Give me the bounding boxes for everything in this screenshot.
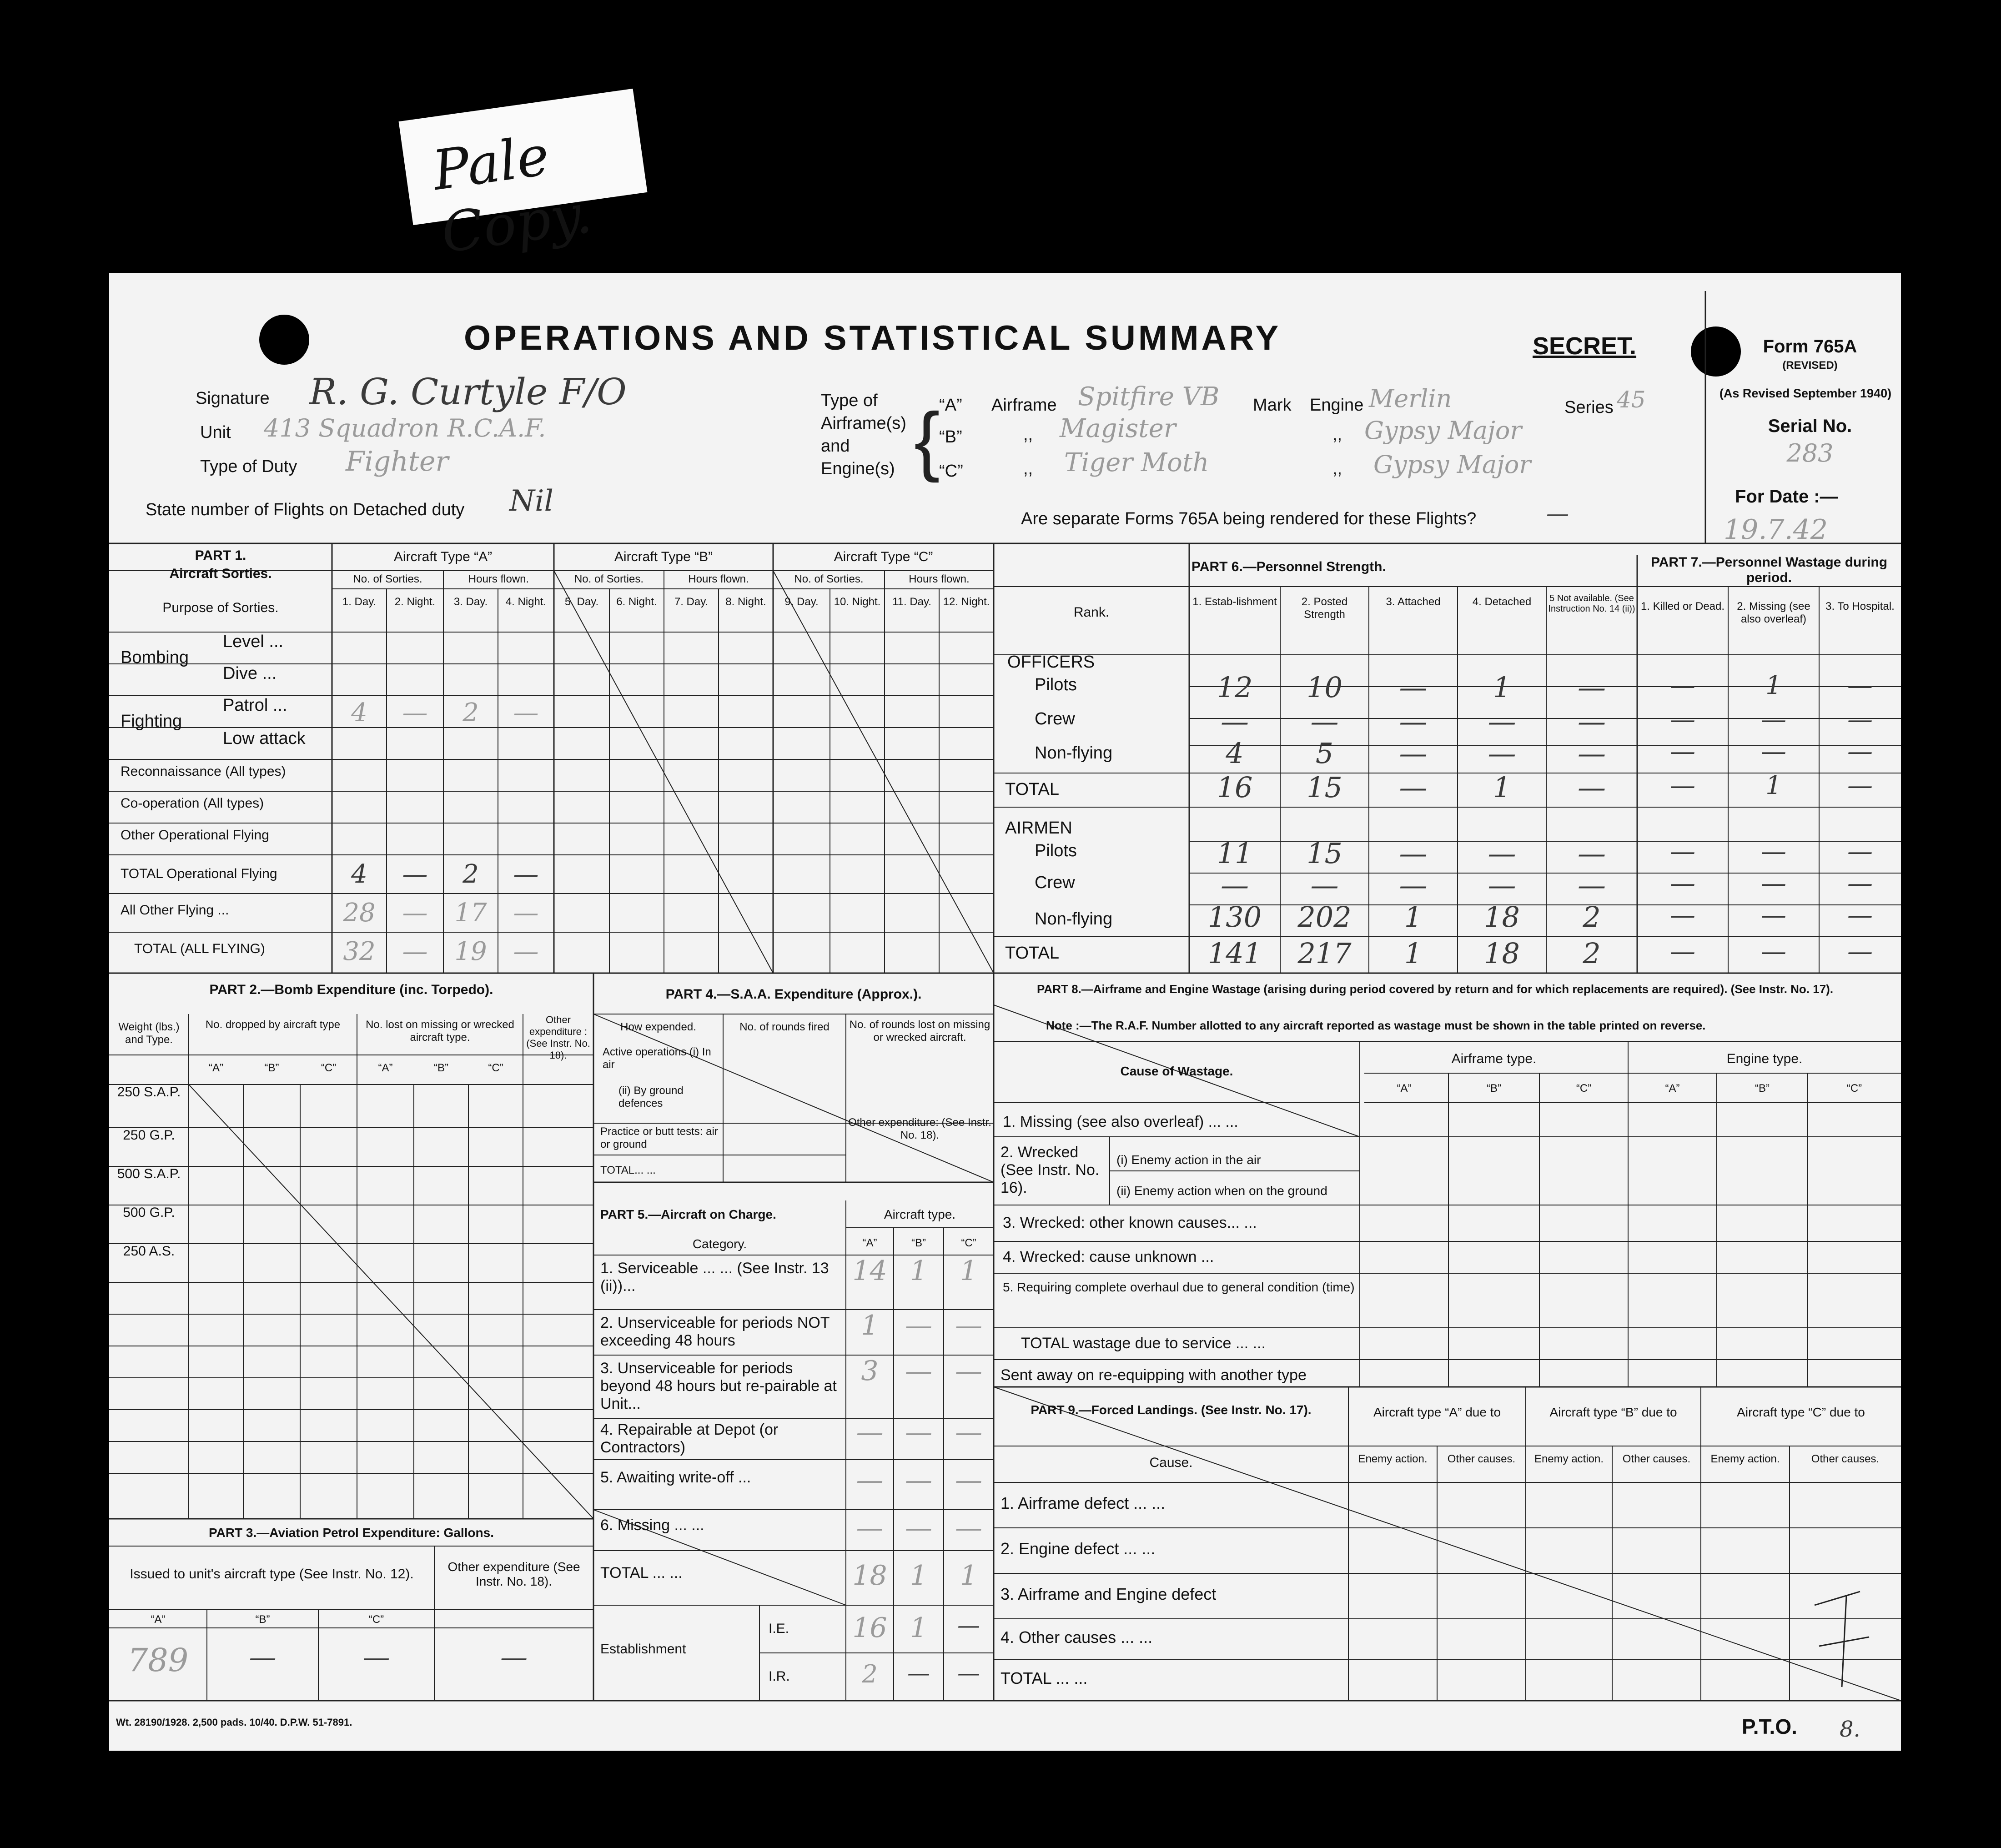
part5-cell: — [856,1416,884,1448]
engines-label: Engine(s) [821,459,895,478]
part1-hours-b: Hours flown. [688,573,749,585]
part9-a-other: Other causes. [1447,1453,1516,1465]
part6-cell: — [1578,837,1606,870]
form-number: Form 765A [1763,336,1857,357]
part5-cell: 1 [861,1310,879,1341]
part6-cell: — [1399,705,1428,738]
row-c-label: “C” [939,462,963,481]
patrol-night-sorties: — [402,698,428,728]
part2-other: Other expenditure : (See Instr. No. 18). [526,1014,590,1061]
patrol-label: Patrol ... [223,696,287,715]
part5-cell: 1 [910,1560,928,1592]
part6-cell: — [1578,771,1606,804]
part6-cell: 15 [1307,771,1342,804]
part8-airframe-type: Airframe type. [1451,1051,1537,1066]
part5-category: Category. [692,1237,747,1251]
part1-title: PART 1. [195,548,246,563]
ie-c: — [957,1612,980,1638]
part2-dropped-a: “A” [209,1062,223,1074]
part7-cell: — [1670,837,1695,866]
part6-cell: 2 [1583,900,1601,934]
part1-sorties-b: No. of Sorties. [574,573,644,585]
ditto-engine-c: ,, [1332,459,1342,478]
part4-title: PART 4.—S.A.A. Expenditure (Approx.). [665,987,922,1002]
part2-lost-b: “B” [434,1062,448,1074]
part8-en-b: “B” [1755,1082,1770,1095]
part6-cell: — [1399,869,1428,902]
part2-weight: Weight (lbs.) and Type. [118,1021,180,1046]
part7-cell: — [1761,937,1786,966]
all-other-night-sorties: — [402,898,428,928]
engine-a-value: Merlin [1369,384,1452,413]
part7-cell: — [1847,869,1873,898]
part6-cell: 4 [1226,737,1244,770]
fighting-label: Fighting [121,712,182,731]
part7-cell: — [1670,900,1695,930]
part1-col-10: 10. Night. [834,596,881,608]
ie-label: I.E. [769,1621,789,1636]
part1-col-6: 6. Night. [616,596,657,608]
part1-col-3: 3. Day. [453,596,488,608]
part3-other: Other expenditure (See Instr. No. 18). [447,1560,580,1588]
total-op-night-sorties: — [402,859,428,889]
part6-cell: 1 [1404,937,1423,970]
part2-lost: No. lost on missing or wrecked aircraft type. [366,1019,514,1044]
part6-cell: 16 [1217,771,1253,804]
airframe-a-value: Spitfire VB [1078,382,1220,412]
part1-subtitle: Aircraft Sorties. [169,566,272,581]
part5-col-b: “B” [911,1237,926,1249]
patrol-day-hours: 2 [463,698,479,728]
bomb-row-4: 500 G.P. [123,1205,175,1220]
part6-cell: 217 [1297,937,1352,970]
ditto-engine-b: ,, [1332,425,1342,444]
part4-how: How expended. [620,1021,696,1033]
part5-col-a: “A” [862,1237,877,1249]
part9-row-4: 4. Other causes ... ... [1000,1628,1153,1647]
part4-ground: (ii) By ground defences [618,1085,684,1110]
part5-col-c: “C” [961,1237,976,1249]
all-other-label: All Other Flying ... [121,903,229,918]
part1-col-9: 9. Day. [784,596,819,608]
part6-col-5: 5 Not available. (See Instruction No. 14 (ii)) [1548,593,1635,614]
and-label: and [821,437,850,456]
part1-col-11: 11. Day. [892,596,931,608]
part9-row-2: 2. Engine defect ... ... [1000,1539,1156,1558]
part6-cell: 18 [1484,937,1520,970]
part5-cell: — [905,1355,932,1387]
part7-cell: — [1847,937,1873,966]
part7-cell: — [1761,869,1786,898]
part5-row-label: 2. Unserviceable for periods NOT exceeding 48 hours [600,1314,830,1349]
part5-cell: — [955,1464,982,1496]
petrol-b-value: — [249,1642,277,1673]
form-revision-date: (As Revised September 1940) [1719,387,1892,400]
establishment-label: Establishment [600,1642,686,1657]
part2-dropped-c: “C” [321,1062,337,1074]
part6-col-2: 2. Posted Strength [1301,596,1348,621]
part6-cell: 18 [1484,900,1520,934]
part5-row-label: 1. Serviceable ... ... (See Instr. 13 (ii))... [600,1260,829,1295]
all-other-day-sorties: 28 [343,898,376,928]
separate-forms-question: Are separate Forms 765A being rendered for these Flights? [1021,509,1477,528]
part5-cell: — [905,1310,932,1341]
part7-cell: — [1761,737,1786,766]
part7-cell: — [1670,771,1695,800]
part2-title: PART 2.—Bomb Expenditure (inc. Torpedo). [209,982,493,997]
part6-cell: 1 [1404,900,1423,934]
part5-cell: — [905,1464,932,1496]
detached-value: Nil [509,484,553,518]
part8-af-a: “A” [1397,1082,1412,1095]
part5-cell: — [955,1512,982,1544]
part7-cell: — [1761,837,1786,866]
part7-cell: — [1670,937,1695,966]
part1-col-1: 1. Day. [342,596,377,608]
part1-col-12: 12. Night. [943,596,990,608]
part6-cell: 12 [1217,671,1253,704]
part8-en-c: “C” [1846,1082,1862,1095]
part6-rank: Rank. [1073,605,1110,620]
part7-cell: — [1761,900,1786,930]
part4-lost: No. of rounds lost on missing or wrecked aircraft. [849,1019,990,1044]
part1-purpose: Purpose of Sorties. [162,600,279,615]
for-date-label: For Date :— [1735,487,1838,507]
airframe-b-value: Magister [1060,414,1176,443]
part6-cell: — [1399,771,1428,804]
for-date-value: 19.7.42 [1724,514,1828,546]
part6-col-3: 3. Attached [1386,596,1441,608]
part7-cell: 1 [1765,771,1782,800]
part7-cell: — [1670,705,1695,734]
part1-col-8: 8. Night. [725,596,766,608]
ie-b: 1 [910,1612,928,1644]
part8-cause: Cause of Wastage. [1120,1064,1233,1078]
level-label: Level ... [223,632,284,651]
ie-a: 16 [852,1612,887,1644]
part9-b-enemy: Enemy action. [1534,1453,1604,1465]
part5-cell: 3 [861,1355,879,1387]
officers-total-label: TOTAL [1005,780,1059,799]
part7-cell: — [1847,900,1873,930]
part8-enemy-ground: (ii) Enemy action when on the ground [1116,1184,1327,1198]
part6-cell: — [1488,737,1516,770]
part9-row-5: TOTAL ... ... [1000,1669,1088,1687]
duty-label: Type of Duty [200,457,297,476]
total-op-day-sorties: 4 [351,859,367,889]
part8-other-known: 3. Wrecked: other known causes... ... [1003,1214,1257,1231]
part5-cell: 14 [852,1255,887,1287]
part7-cell: 1 [1765,671,1782,700]
duty-value: Fighter [346,446,449,477]
part5-row-label: 3. Unserviceable for periods beyond 48 hours but re-pairable at Unit... [600,1360,837,1412]
footer-print-code: Wt. 28190/1928. 2,500 pads. 10/40. D.P.W. 51-7891. [116,1717,352,1728]
part3-col-a: “A” [151,1613,166,1626]
all-other-night-hours: — [513,898,539,928]
part9-c-other: Other causes. [1811,1453,1880,1465]
part6-cell: — [1488,837,1516,870]
part8-wrecked: 2. Wrecked (See Instr. No. 16). [1000,1144,1100,1196]
part7-cell: — [1670,737,1695,766]
part2-dropped: No. dropped by aircraft type [205,1019,341,1031]
part6-cell: 1 [1493,671,1511,704]
part6-cell: 10 [1307,671,1342,704]
part6-cell: — [1578,737,1606,770]
airmen-crew-label: Crew [1035,873,1075,892]
part6-cell: 1 [1493,771,1511,804]
part1-type-c: Aircraft Type “C” [834,549,933,564]
bomb-row-1: 250 S.A.P. [117,1085,181,1100]
serial-label: Serial No. [1768,416,1852,436]
brace: { [914,397,940,483]
part6-cell: — [1578,705,1606,738]
part8-title: PART 8.—Airframe and Engine Wastage (arising during period covered by return and for which replacements are required). (See Instr. No. 17). [1037,982,1834,996]
part6-col-4: 4. Detached [1472,596,1532,608]
ir-label: I.R. [769,1669,790,1684]
part2-lost-c: “C” [488,1062,503,1074]
part1-type-a: Aircraft Type “A” [393,549,493,564]
part6-cell: — [1399,737,1428,770]
part8-unknown: 4. Wrecked: cause unknown ... [1003,1248,1214,1265]
part5-cell: 1 [960,1255,978,1287]
part8-overhaul: 5. Requiring complete overhaul due to general condition (time) [1003,1280,1355,1294]
part9-row-1: 1. Airframe defect ... ... [1000,1494,1166,1512]
part3-col-c: “C” [368,1613,384,1626]
part5-cell: — [955,1310,982,1341]
pto-label: P.T.O. [1742,1715,1797,1738]
total-all-label: TOTAL (ALL FLYING) [134,941,265,956]
part9-type-c: Aircraft type “C” due to [1737,1405,1865,1419]
part1-col-5: 5. Day. [564,596,599,608]
part3-col-b: “B” [255,1613,270,1626]
petrol-a-value: 789 [127,1642,189,1679]
recon-label: Reconnaissance (All types) [121,764,286,779]
part6-cell: 130 [1207,900,1262,934]
series-a-value: 45 [1617,387,1646,413]
part9-title: PART 9.—Forced Landings. (See Instr. No. 17). [1031,1403,1312,1417]
series-label: Series [1564,398,1614,417]
part5-cell: — [955,1355,982,1387]
part7-cell: — [1847,771,1873,800]
airmen-nonflying-label: Non-flying [1035,909,1113,929]
part6-cell: — [1399,837,1428,870]
dive-label: Dive ... [223,664,277,683]
part5-cell: 18 [852,1560,887,1592]
part1-type-b: Aircraft Type “B” [614,549,713,564]
part7-cell: — [1670,869,1695,898]
part9-a-enemy: Enemy action. [1358,1453,1428,1465]
part4-active: Active operations (i) In air [603,1046,711,1071]
part8-enemy-air: (i) Enemy action in the air [1116,1153,1261,1167]
total-op-label: TOTAL Operational Flying [121,866,277,881]
total-op-night-hours: — [513,859,539,889]
part7-cell: — [1761,705,1786,734]
bomb-row-2: 250 G.P. [123,1128,175,1143]
part1-sorties-a: No. of Sorties. [353,573,422,585]
part7-cell: — [1847,837,1873,866]
part3-issued: Issued to unit's aircraft type (See Instr. No. 12). [130,1567,414,1582]
part5-row-label: 5. Awaiting write-off ... [600,1469,751,1486]
part1-col-2: 2. Night. [394,596,436,608]
part6-cell: — [1221,705,1249,738]
officers-crew-label: Crew [1035,709,1075,728]
part8-sent-away: Sent away on re-equipping with another type [1000,1366,1307,1384]
part5-row-label: 4. Repairable at Depot (or Contractors) [600,1421,779,1456]
serial-value: 283 [1786,439,1834,467]
part6-cell: — [1488,869,1516,902]
part6-cell: — [1310,869,1339,902]
unit-label: Unit [200,423,231,442]
part7-col-3: 3. To Hospital. [1825,600,1895,613]
part5-cell: — [905,1512,932,1544]
part1-sorties-c: No. of Sorties. [794,573,864,585]
part6-cell: 15 [1307,837,1342,870]
part5-aircraft-type: Aircraft type. [884,1207,956,1221]
row-a-label: “A” [939,396,962,415]
bomb-row-5: 250 A.S. [123,1244,175,1259]
row-b-label: “B” [939,427,962,447]
part5-row-label: 6. Missing ... ... [600,1517,704,1534]
part6-cell: 5 [1315,737,1334,770]
airmen-pilots-label: Pilots [1035,841,1077,860]
airframes-label: Airframe(s) [821,414,906,433]
part7-cell: — [1847,671,1873,700]
signature-value: R. G. Curtyle F/O [309,371,627,413]
pale-copy-text: Pale Copy. [428,124,596,266]
signature-label: Signature [196,389,270,408]
part4-rounds: No. of rounds fired [739,1021,830,1033]
pto-mark: 8. [1840,1717,1860,1742]
airmen-label: AIRMEN [1005,819,1072,838]
part3-title: PART 3.—Aviation Petrol Expenditure: Gallons. [209,1526,494,1540]
part5-cell: — [856,1512,884,1544]
ir-a: 2 [862,1660,878,1688]
part6-cell: — [1221,869,1249,902]
part8-af-c: “C” [1576,1082,1592,1095]
part9-type-b: Aircraft type “B” due to [1549,1405,1677,1419]
bomb-row-3: 500 S.A.P. [117,1166,181,1181]
airmen-total-label: TOTAL [1005,944,1059,963]
mark-label: Mark [1253,396,1292,415]
part6-title: PART 6.—Personnel Strength. [1192,559,1386,574]
part6-cell: 2 [1583,937,1601,970]
total-op-day-hours: 2 [463,859,479,889]
part8-af-b: “B” [1487,1082,1501,1095]
part8-total: TOTAL wastage due to service ... ... [1021,1335,1266,1352]
part9-b-other: Other causes. [1622,1453,1691,1465]
part8-engine-type: Engine type. [1726,1051,1803,1066]
secret-marking: SECRET. [1533,332,1637,360]
part6-cell: 11 [1217,837,1253,870]
form-revised: (REVISED) [1782,359,1838,372]
part6-cell: — [1578,869,1606,902]
total-all-night-sorties: — [402,937,428,966]
airframe-label: Airframe [991,396,1057,415]
part6-cell: — [1488,705,1516,738]
detached-label: State number of Flights on Detached duty [146,500,465,519]
bombing-label: Bombing [121,648,189,667]
part5-cell: 1 [910,1255,928,1287]
type-of-label: Type of [821,391,878,410]
ditto-b: ,, [1023,425,1033,444]
low-attack-label: Low attack [223,729,306,748]
separate-forms-answer: — [1546,500,1569,527]
total-all-day-sorties: 32 [343,937,376,966]
part6-cell: — [1399,671,1428,704]
part5-cell: — [905,1416,932,1448]
part1-col-4: 4. Night. [505,596,547,608]
engine-c-value: Gypsy Major [1373,450,1531,479]
part4-practice: Practice or butt tests: air or ground [600,1125,718,1150]
part4-other: Other expenditure: (See Instr. No. 18). [848,1116,991,1141]
part1-col-7: 7. Day. [674,596,709,608]
patrol-day-sorties: 4 [351,698,367,728]
part9-cause: Cause. [1149,1455,1193,1470]
total-all-night-hours: — [513,937,539,966]
part8-en-a: “A” [1665,1082,1680,1095]
part5-cell: 1 [960,1560,978,1592]
part7-col-2: 2. Missing (see also overleaf) [1737,600,1810,625]
engine-label: Engine [1310,396,1364,415]
part2-dropped-b: “B” [264,1062,279,1074]
part7-cell: — [1847,705,1873,734]
all-other-day-hours: 17 [454,898,487,928]
part1-hours-a: Hours flown. [468,573,529,585]
part7-cell: — [1670,671,1695,700]
petrol-other-value: — [500,1642,528,1673]
petrol-c-value: — [362,1642,390,1673]
ditto-c: ,, [1023,459,1033,478]
other-op-label: Other Operational Flying [121,828,269,843]
part6-col-1: 1. Estab-lishment [1192,596,1277,608]
airframe-c-value: Tiger Moth [1064,448,1209,477]
part9-c-enemy: Enemy action. [1710,1453,1780,1465]
part8-note: Note :—The R.A.F. Number allotted to any aircraft reported as wastage must be shown in the table printed on reverse. [1046,1019,1706,1032]
part1-hours-c: Hours flown. [909,573,970,585]
part8-missing: 1. Missing (see also overleaf) ... ... [1003,1113,1238,1130]
part5-cell: — [856,1464,884,1496]
officers-label: OFFICERS [1007,653,1095,672]
officers-nonflying-label: Non-flying [1035,743,1113,763]
part6-cell: 141 [1207,937,1262,970]
part5-title: PART 5.—Aircraft on Charge. [600,1207,776,1221]
form-title: OPERATIONS AND STATISTICAL SUMMARY [464,319,1282,357]
part5-row-label: TOTAL ... ... [600,1564,683,1582]
part6-cell: 202 [1297,900,1352,934]
ir-b: — [907,1660,930,1686]
part9-type-a: Aircraft type “A” due to [1373,1405,1501,1419]
part7-cell: — [1847,737,1873,766]
part7-title: PART 7.—Personnel Wastage during period. [1650,555,1888,585]
patrol-night-hours: — [513,698,539,728]
part9-row-3: 3. Airframe and Engine defect [1000,1585,1217,1603]
part2-lost-a: “A” [378,1062,393,1074]
total-all-day-hours: 19 [454,937,487,966]
engine-b-value: Gypsy Major [1364,416,1522,445]
part6-cell: — [1578,671,1606,704]
unit-value: 413 Squadron R.C.A.F. [264,414,546,442]
part5-cell: — [955,1416,982,1448]
coop-label: Co-operation (All types) [121,796,264,811]
part7-col-1: 1. Killed or Dead. [1640,600,1725,613]
ir-c: — [957,1660,980,1686]
part4-total: TOTAL... ... [600,1164,656,1176]
officers-pilots-label: Pilots [1035,675,1077,694]
part6-cell: — [1310,705,1339,738]
